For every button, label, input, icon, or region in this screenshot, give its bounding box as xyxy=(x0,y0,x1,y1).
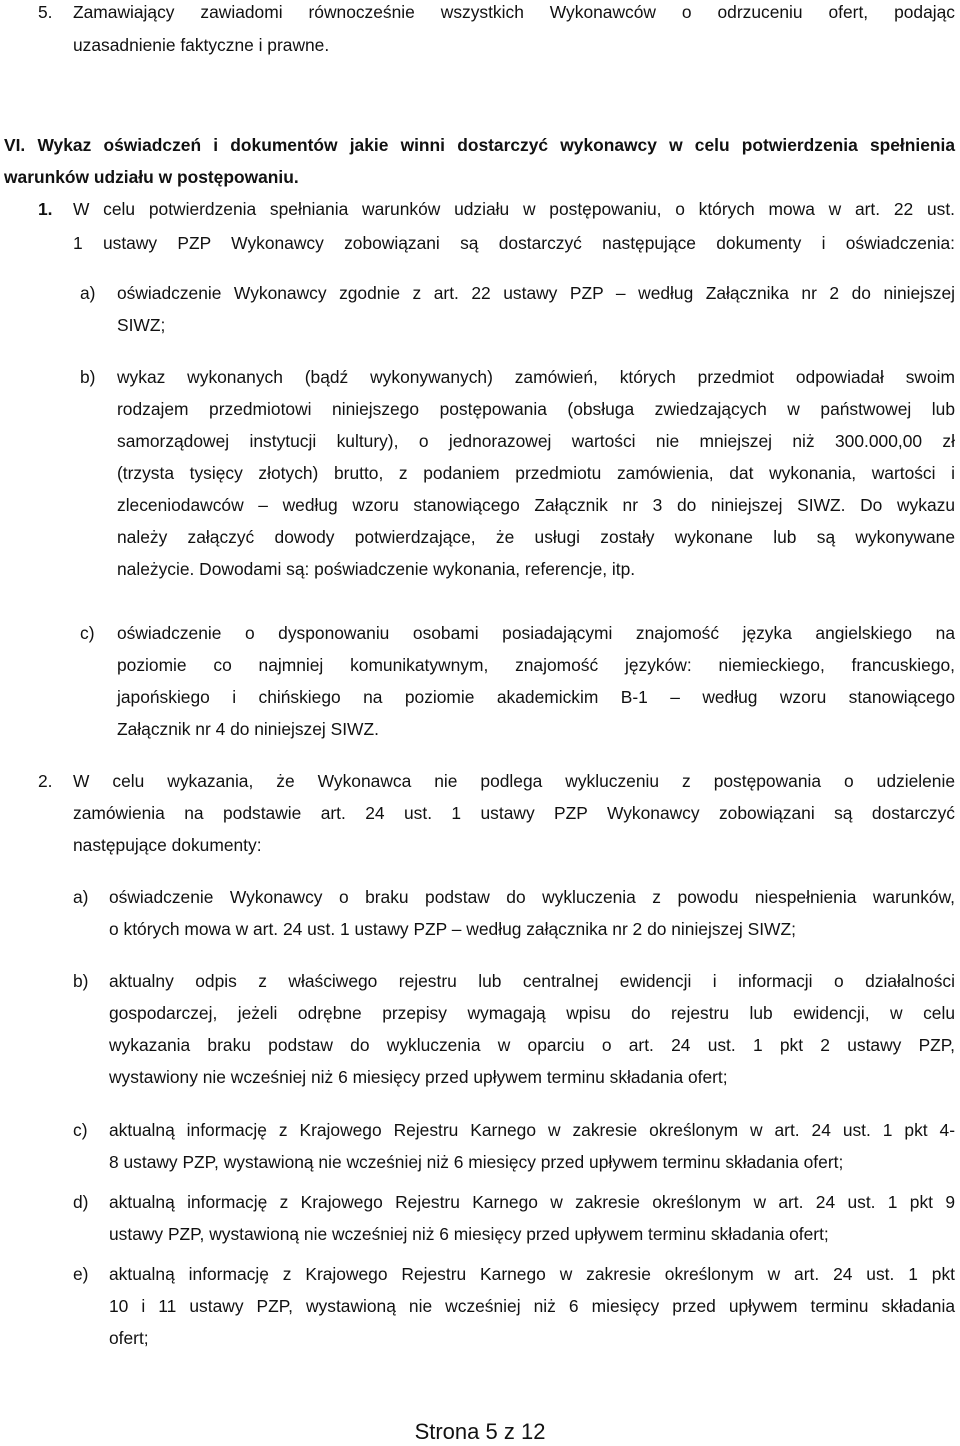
point-2-item-b-marker: b) xyxy=(73,971,89,991)
point-1-line-2: 1 ustawy PZP Wykonawcy zobowiązani są dostarczyć następujące dokumenty i oświadczenia: xyxy=(73,233,955,253)
point-1-item-b-line-4: (trzysta tysięcy złotych) brutto, z podaniem przedmiotu zamówienia, dat wykonania, wartości i xyxy=(117,463,955,483)
point-2-item-e-line-3: ofert; xyxy=(109,1328,149,1348)
section-6-heading-line-2: warunków udziału w postępowaniu. xyxy=(4,167,299,187)
point-1-item-b-line-3: samorządowej instytucji kultury), o jednorazowej wartości nie mniejszej niż 300.000,00 zł xyxy=(117,431,955,451)
point-2-item-c-line-2: 8 ustawy PZP, wystawioną nie wcześniej niż 6 miesięcy przed upływem terminu składania ofert; xyxy=(109,1152,844,1172)
point-2-line-3: następujące dokumenty: xyxy=(73,835,262,855)
point-2-item-a-line-1: oświadczenie Wykonawcy o braku podstaw do wykluczenia z powodu niespełnienia warunków, xyxy=(109,887,955,907)
point-1-item-c-marker: c) xyxy=(80,623,95,643)
point-1-item-a-marker: a) xyxy=(80,283,96,303)
point-2-item-a-line-2: o których mowa w art. 24 ust. 1 ustawy PZP – według załącznika nr 2 do niniejszej SIWZ; xyxy=(109,919,796,939)
point-1-marker: 1. xyxy=(38,199,53,219)
point-1-item-b-line-5: zleceniodawców – według wzoru stanowiącego Załącznik nr 3 do niniejszej SIWZ. Do wykazu xyxy=(117,495,955,515)
point-1-item-a-line-1: oświadczenie Wykonawcy zgodnie z art. 22 ustawy PZP – według Załącznika nr 2 do niniejszej xyxy=(117,283,955,303)
point-2-marker: 2. xyxy=(38,771,53,791)
section-6-heading-line-1: VI. Wykaz oświadczeń i dokumentów jakie winni dostarczyć wykonawcy w celu potwierdzenia spełnienia xyxy=(4,135,955,155)
point-1-item-c-line-4: Załącznik nr 4 do niniejszej SIWZ. xyxy=(117,719,379,739)
point-2-item-e-line-2: 10 i 11 ustawy PZP, wystawioną nie wcześniej niż 6 miesięcy przed upływem terminu składania xyxy=(109,1296,955,1316)
point-2-line-2: zamówienia na podstawie art. 24 ust. 1 ustawy PZP Wykonawcy zobowiązani są dostarczyć xyxy=(73,803,955,823)
page-number-footer: Strona 5 z 12 xyxy=(414,1419,546,1444)
point-2-item-e-marker: e) xyxy=(73,1264,89,1284)
point-2-item-b-line-1: aktualny odpis z właściwego rejestru lub centralnej ewidencji i informacji o działalności xyxy=(109,971,955,991)
point-2-item-d-line-1: aktualną informację z Krajowego Rejestru Karnego w zakresie określonym w art. 24 ust. 1 pkt 9 xyxy=(109,1192,955,1212)
point-2-item-d-line-2: ustawy PZP, wystawioną nie wcześniej niż 6 miesięcy przed upływem terminu składania ofert; xyxy=(109,1224,829,1244)
point-2-item-b-line-2: gospodarczej, jeżeli odrębne przepisy wymagają wpisu do rejestru lub ewidencji, w celu xyxy=(109,1003,955,1023)
item-5-line-1: Zamawiający zawiadomi równocześnie wszystkich Wykonawców o odrzuceniu ofert, podając xyxy=(73,2,955,22)
point-2-item-e-line-1: aktualną informację z Krajowego Rejestru Karnego w zakresie określonym w art. 24 ust. 1 pkt xyxy=(109,1264,955,1284)
point-2-item-a-marker: a) xyxy=(73,887,89,907)
point-1-item-c-line-2: poziomie co najmniej komunikatywnym, znajomość języków: niemieckiego, francuskiego, xyxy=(117,655,955,675)
point-2-item-c-marker: c) xyxy=(73,1120,88,1140)
point-1-item-c-line-1: oświadczenie o dysponowaniu osobami posiadającymi znajomość języka angielskiego na xyxy=(117,623,955,643)
point-1-line-1: W celu potwierdzenia spełniania warunków udziału w postępowaniu, o których mowa w art. 22 ust. xyxy=(73,199,955,219)
point-2-item-b-line-3: wykazania braku podstaw do wykluczenia w oparciu o art. 24 ust. 1 pkt 2 ustawy PZP, xyxy=(109,1035,955,1055)
point-1-item-c-line-3: japońskiego i chińskiego na poziomie akademickim B-1 – według wzoru stanowiącego xyxy=(117,687,955,707)
point-2-item-d-marker: d) xyxy=(73,1192,89,1212)
point-1-item-b-line-6: należy załączyć dowody potwierdzające, że usługi zostały wykonane lub są wykonywane xyxy=(117,527,955,547)
point-1-item-b-line-7: należycie. Dowodami są: poświadczenie wykonania, referencje, itp. xyxy=(117,559,636,579)
point-2-item-c-line-1: aktualną informację z Krajowego Rejestru Karnego w zakresie określonym w art. 24 ust. 1 pkt 4- xyxy=(109,1120,955,1140)
point-2-line-1: W celu wykazania, że Wykonawca nie podlega wykluczeniu z postępowania o udzielenie xyxy=(73,771,955,791)
point-2-item-b-line-4: wystawiony nie wcześniej niż 6 miesięcy przed upływem terminu składania ofert; xyxy=(109,1067,728,1087)
point-1-item-b-marker: b) xyxy=(80,367,96,387)
point-1-item-a-line-2: SIWZ; xyxy=(117,315,166,335)
item-5-marker: 5. xyxy=(38,2,53,22)
point-1-item-b-line-1: wykaz wykonanych (bądź wykonywanych) zamówień, których przedmiot odpowiadał swoim xyxy=(117,367,955,387)
point-1-item-b-line-2: rodzajem przedmiotowi niniejszego postępowania (obsługa zwiedzających w państwowej lub xyxy=(117,399,955,419)
item-5-line-2: uzasadnienie faktyczne i prawne. xyxy=(73,35,330,55)
